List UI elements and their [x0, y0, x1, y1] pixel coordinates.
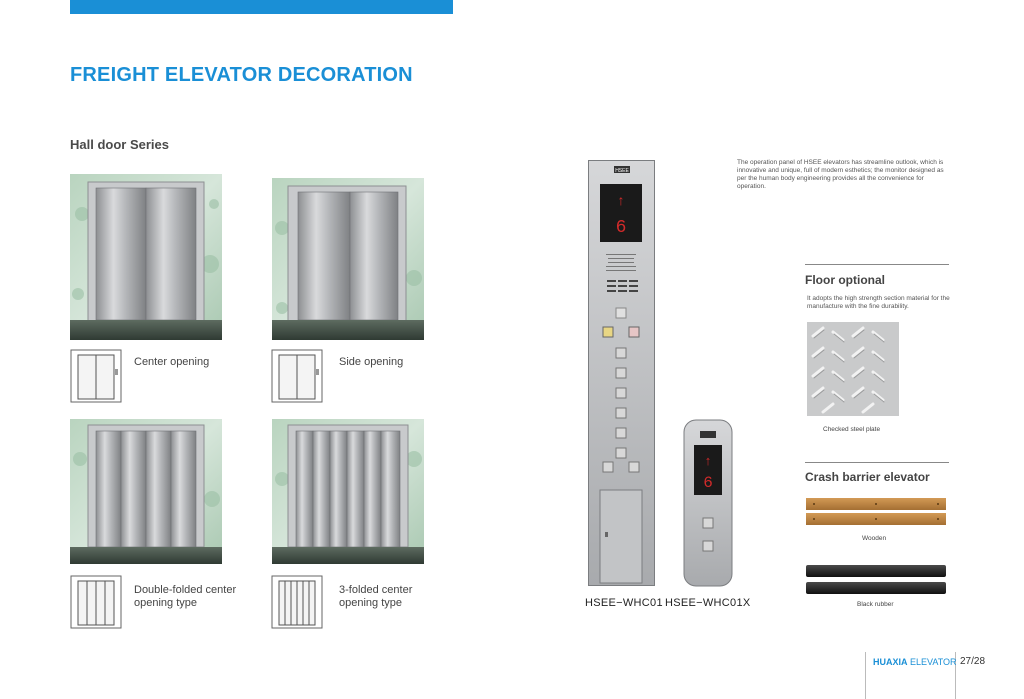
panel-description: The operation panel of HSEE elevators has streamline outlook, which is innovative and unique, full of modern esthetics; the monitor designed as per the human body engineering provides all the convenience for operation. [737, 159, 944, 190]
door-photo-3-folded [272, 419, 424, 564]
door-label-line1: Double-folded center [134, 584, 237, 596]
model-label-whc01: HSEE−WHC01 [585, 597, 663, 609]
door-icon-3-folded [271, 575, 323, 629]
rubber-barrier-sample [806, 565, 946, 595]
door-label-line2: opening type [339, 597, 402, 609]
model-label-whc01x: HSEE−WHC01X [665, 597, 751, 609]
crash-barrier-heading: Crash barrier elevator [805, 470, 930, 484]
door-label-line2: opening type [134, 597, 197, 609]
checked-steel-caption: Checked steel plate [823, 426, 881, 433]
footer-brand-rest: ELEVATOR [907, 657, 957, 667]
checked-steel-plate-sample [807, 322, 899, 416]
rubber-caption: Black rubber [857, 601, 894, 608]
svg-text:↑: ↑ [617, 192, 625, 208]
svg-text:↑: ↑ [704, 453, 712, 468]
page-number: 27/28 [960, 656, 986, 667]
door-icon-center-opening [70, 349, 122, 403]
door-photo-center-opening [70, 174, 222, 340]
wooden-caption: Wooden [862, 535, 887, 542]
footer-brand-bold: HUAXIA [873, 657, 908, 667]
small-panel-display-floor: 6 [703, 474, 713, 492]
operation-panel-whc01 [588, 160, 655, 586]
operation-panel-whc01x [683, 419, 733, 587]
wooden-barrier-sample [806, 498, 946, 526]
door-label-center-opening: Center opening [134, 356, 210, 368]
floor-optional-description: It adopts the high strength section material for the manufacture with the fine durability. [807, 295, 950, 310]
door-photo-side-opening [272, 178, 424, 340]
floor-optional-heading: Floor optional [805, 273, 885, 287]
panel-display-floor: 6 [615, 218, 627, 238]
hall-door-heading: Hall door Series [70, 137, 169, 152]
door-label-side-opening: Side opening [339, 356, 404, 368]
footer-divider-left [865, 652, 866, 699]
footer-brand [873, 657, 957, 667]
door-icon-double-folded [70, 575, 122, 629]
door-photo-double-folded [70, 419, 222, 564]
crash-section-rule [805, 462, 949, 463]
door-label-3-folded [339, 584, 412, 610]
floor-section-rule [805, 264, 949, 265]
brand-plate-text: HSEE [615, 168, 629, 174]
door-label-line1: 3-folded center [339, 584, 413, 596]
door-icon-side-opening [271, 349, 323, 403]
top-accent-bar [70, 0, 453, 14]
door-label-double-folded [134, 584, 236, 610]
page-title: FREIGHT ELEVATOR DECORATION [70, 64, 413, 86]
